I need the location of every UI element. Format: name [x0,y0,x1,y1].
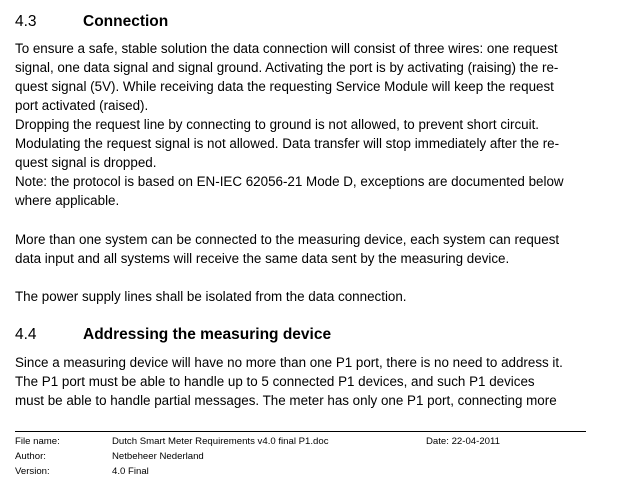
paragraph-line: where applicable. [15,193,120,208]
footer-author-value: Netbeheer Nederland [112,451,204,462]
paragraph-line: data input and all systems will receive the same data sent by the measuring device. [15,251,510,266]
paragraph-line: Since a measuring device will have no more than one P1 port, there is no need to address it. [15,355,563,370]
footer-file-name-label: File name: [15,436,60,447]
footer-author-label: Author: [15,451,46,462]
section-title: Addressing the measuring device [83,326,332,343]
footer-rule [15,431,586,432]
footer-date: Date: 22-04-2011 [426,436,500,447]
footer-file-name-value: Dutch Smart Meter Requirements v4.0 final P1.doc [112,436,329,447]
section-number: 4.3 [15,13,37,30]
paragraph-line: must be able to handle partial messages. The meter has only one P1 port, connecting more [15,393,557,408]
paragraph-line: quest signal (5V). While receiving data the requesting Service Module will keep the request [15,79,554,94]
paragraph-line: signal, one data signal and signal ground. Activating the port is by activating (raising) the re- [15,60,559,75]
paragraph-line: Dropping the request line by connecting to ground is not allowed, to prevent short circuit. [15,117,540,132]
paragraph-line: To ensure a safe, stable solution the data connection will consist of three wires: one request [15,41,558,56]
footer-version-value: 4.0 Final [112,466,149,477]
paragraph-line: The P1 port must be able to handle up to 5 connected P1 devices, and such P1 devices [15,374,535,389]
paragraph-line: The power supply lines shall be isolated from the data connection. [15,289,407,304]
paragraph-line: port activated (raised). [15,98,149,113]
paragraph-line: quest signal is dropped. [15,155,157,170]
section-number: 4.4 [15,326,37,343]
footer-version-label: Version: [15,466,50,477]
section-title: Connection [83,13,169,30]
paragraph-line: More than one system can be connected to the measuring device, each system can request [15,232,560,247]
paragraph-line: Note: the protocol is based on EN-IEC 62056-21 Mode D, exceptions are documented below [15,174,564,189]
paragraph-line: Modulating the request signal is not allowed. Data transfer will stop immediately after the re- [15,136,560,151]
